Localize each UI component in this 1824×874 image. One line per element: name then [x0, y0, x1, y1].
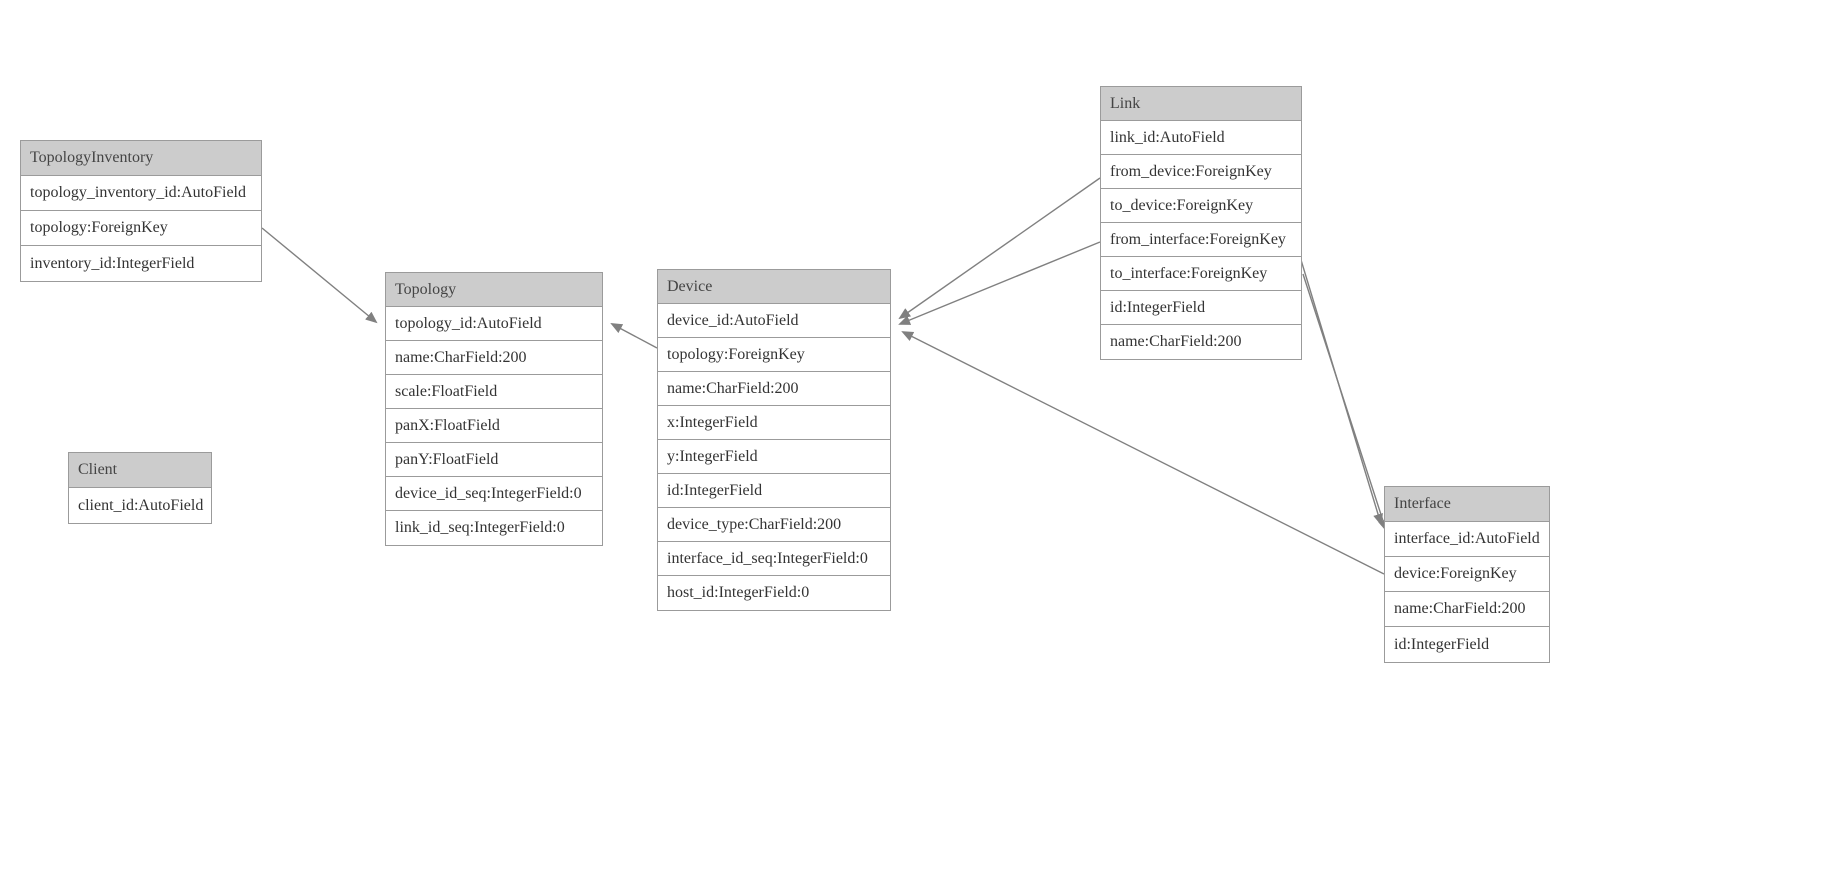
entity-title: Interface [1385, 487, 1549, 522]
entity-field: interface_id:AutoField [1385, 522, 1549, 557]
entity-field: id:IntegerField [1385, 627, 1549, 662]
entity-field: x:IntegerField [658, 406, 890, 440]
entity-interface[interactable] [1384, 486, 1550, 663]
entity-field: panY:FloatField [386, 443, 602, 477]
entity-field: link_id:AutoField [1101, 121, 1301, 155]
entity-title: Topology [386, 273, 602, 307]
entity-field: y:IntegerField [658, 440, 890, 474]
entity-field: to_device:ForeignKey [1101, 189, 1301, 223]
entity-link[interactable] [1100, 86, 1302, 360]
entity-title: TopologyInventory [21, 141, 261, 176]
entity-field: topology:ForeignKey [658, 338, 890, 372]
entity-field: id:IntegerField [658, 474, 890, 508]
entity-topology[interactable] [385, 272, 603, 546]
entity-device[interactable] [657, 269, 891, 611]
entity-field: name:CharField:200 [386, 341, 602, 375]
edge-link-from-device [900, 178, 1100, 318]
entity-title: Client [69, 453, 211, 488]
edge-device-topology [612, 324, 657, 348]
entity-topologyinventory[interactable] [20, 140, 262, 282]
entity-client[interactable] [68, 452, 212, 524]
entity-field: id:IntegerField [1101, 291, 1301, 325]
entity-field: name:CharField:200 [658, 372, 890, 406]
edge-interface-device [903, 332, 1384, 574]
entity-field: topology:ForeignKey [21, 211, 261, 246]
entity-field: topology_inventory_id:AutoField [21, 176, 261, 211]
entity-field: host_id:IntegerField:0 [658, 576, 890, 610]
entity-field: scale:FloatField [386, 375, 602, 409]
entity-field: to_interface:ForeignKey [1101, 257, 1301, 291]
entity-title: Device [658, 270, 890, 304]
entity-field: device_type:CharField:200 [658, 508, 890, 542]
entity-field: name:CharField:200 [1101, 325, 1301, 359]
entity-field: inventory_id:IntegerField [21, 246, 261, 281]
entity-field: from_device:ForeignKey [1101, 155, 1301, 189]
entity-field: from_interface:ForeignKey [1101, 223, 1301, 257]
entity-field: panX:FloatField [386, 409, 602, 443]
entity-field: name:CharField:200 [1385, 592, 1549, 627]
entity-field: topology_id:AutoField [386, 307, 602, 341]
edge-link-from-interface [1298, 250, 1381, 524]
entity-field: interface_id_seq:IntegerField:0 [658, 542, 890, 576]
entity-field: device_id_seq:IntegerField:0 [386, 477, 602, 511]
entity-field: link_id_seq:IntegerField:0 [386, 511, 602, 545]
edge-link-to-device [900, 242, 1100, 324]
entity-field: device:ForeignKey [1385, 557, 1549, 592]
entity-field: client_id:AutoField [69, 488, 211, 523]
entity-field: device_id:AutoField [658, 304, 890, 338]
edge-topologyinventory-topology [262, 228, 376, 322]
entity-title: Link [1101, 87, 1301, 121]
edge-link-to-interface [1303, 274, 1386, 530]
